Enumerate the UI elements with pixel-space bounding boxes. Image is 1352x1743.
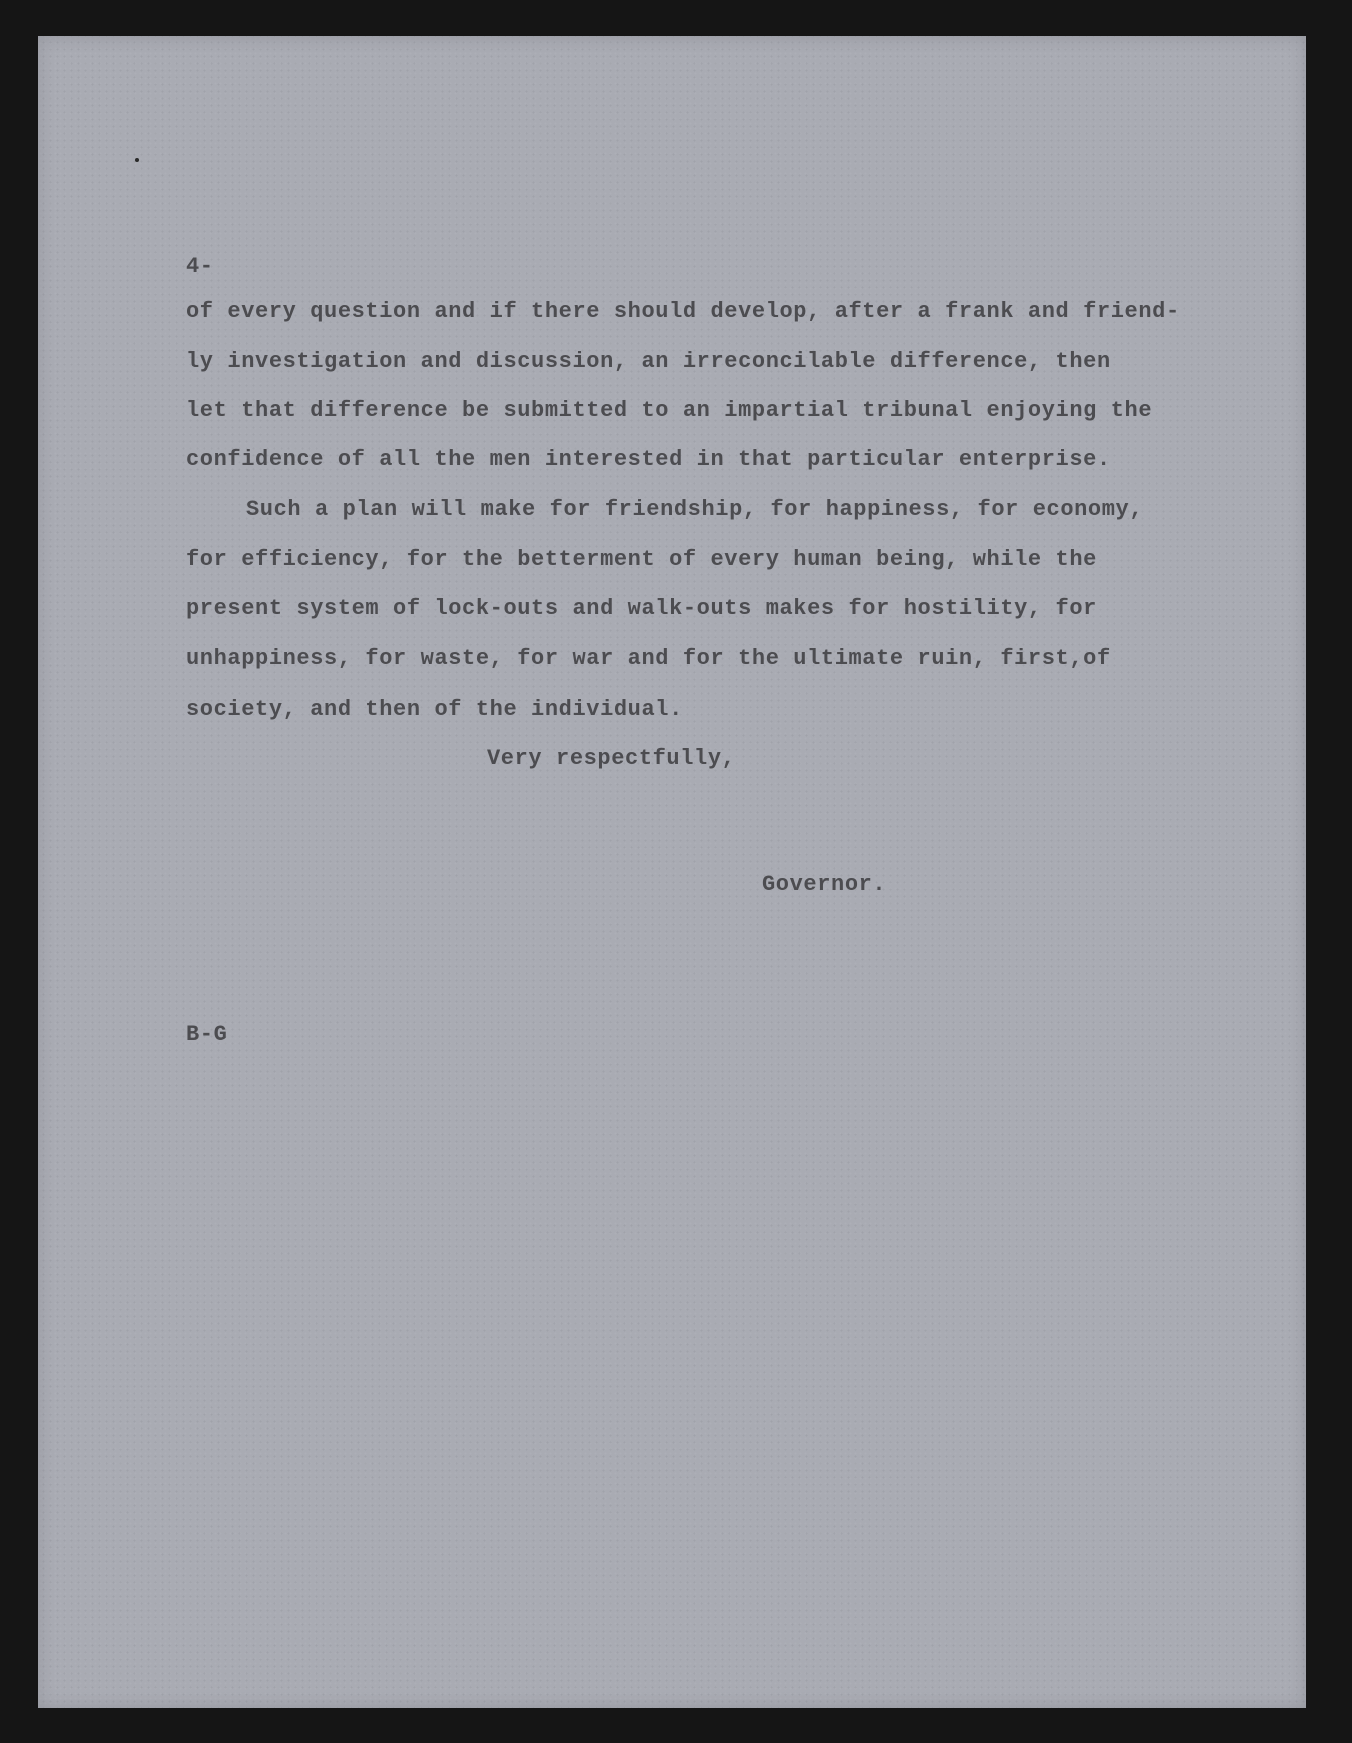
body-line-6: for efficiency, for the betterment of every human being, while the — [186, 547, 1097, 572]
closing: Very respectfully, — [487, 746, 736, 771]
page-number: 4- — [186, 254, 214, 279]
body-line-5: Such a plan will make for friendship, for happiness, for economy, — [246, 497, 1144, 522]
body-line-4: confidence of all the men interested in that particular enterprise. — [186, 447, 1111, 472]
signature-title: Governor. — [762, 872, 887, 897]
body-line-2: ly investigation and discussion, an irreconcilable difference, then — [186, 349, 1111, 374]
body-line-8: unhappiness, for waste, for war and for the ultimate ruin, first,of — [186, 646, 1111, 671]
body-line-9: society, and then of the individual. — [186, 697, 683, 722]
body-line-7: present system of lock-outs and walk-outs makes for hostility, for — [186, 596, 1097, 621]
body-line-1: of every question and if there should develop, after a frank and friend- — [186, 299, 1180, 324]
paper-speck — [135, 158, 139, 162]
typist-initials: B-G — [186, 1022, 228, 1047]
typed-letter-page — [38, 36, 1306, 1708]
body-line-3: let that difference be submitted to an impartial tribunal enjoying the — [186, 398, 1153, 423]
